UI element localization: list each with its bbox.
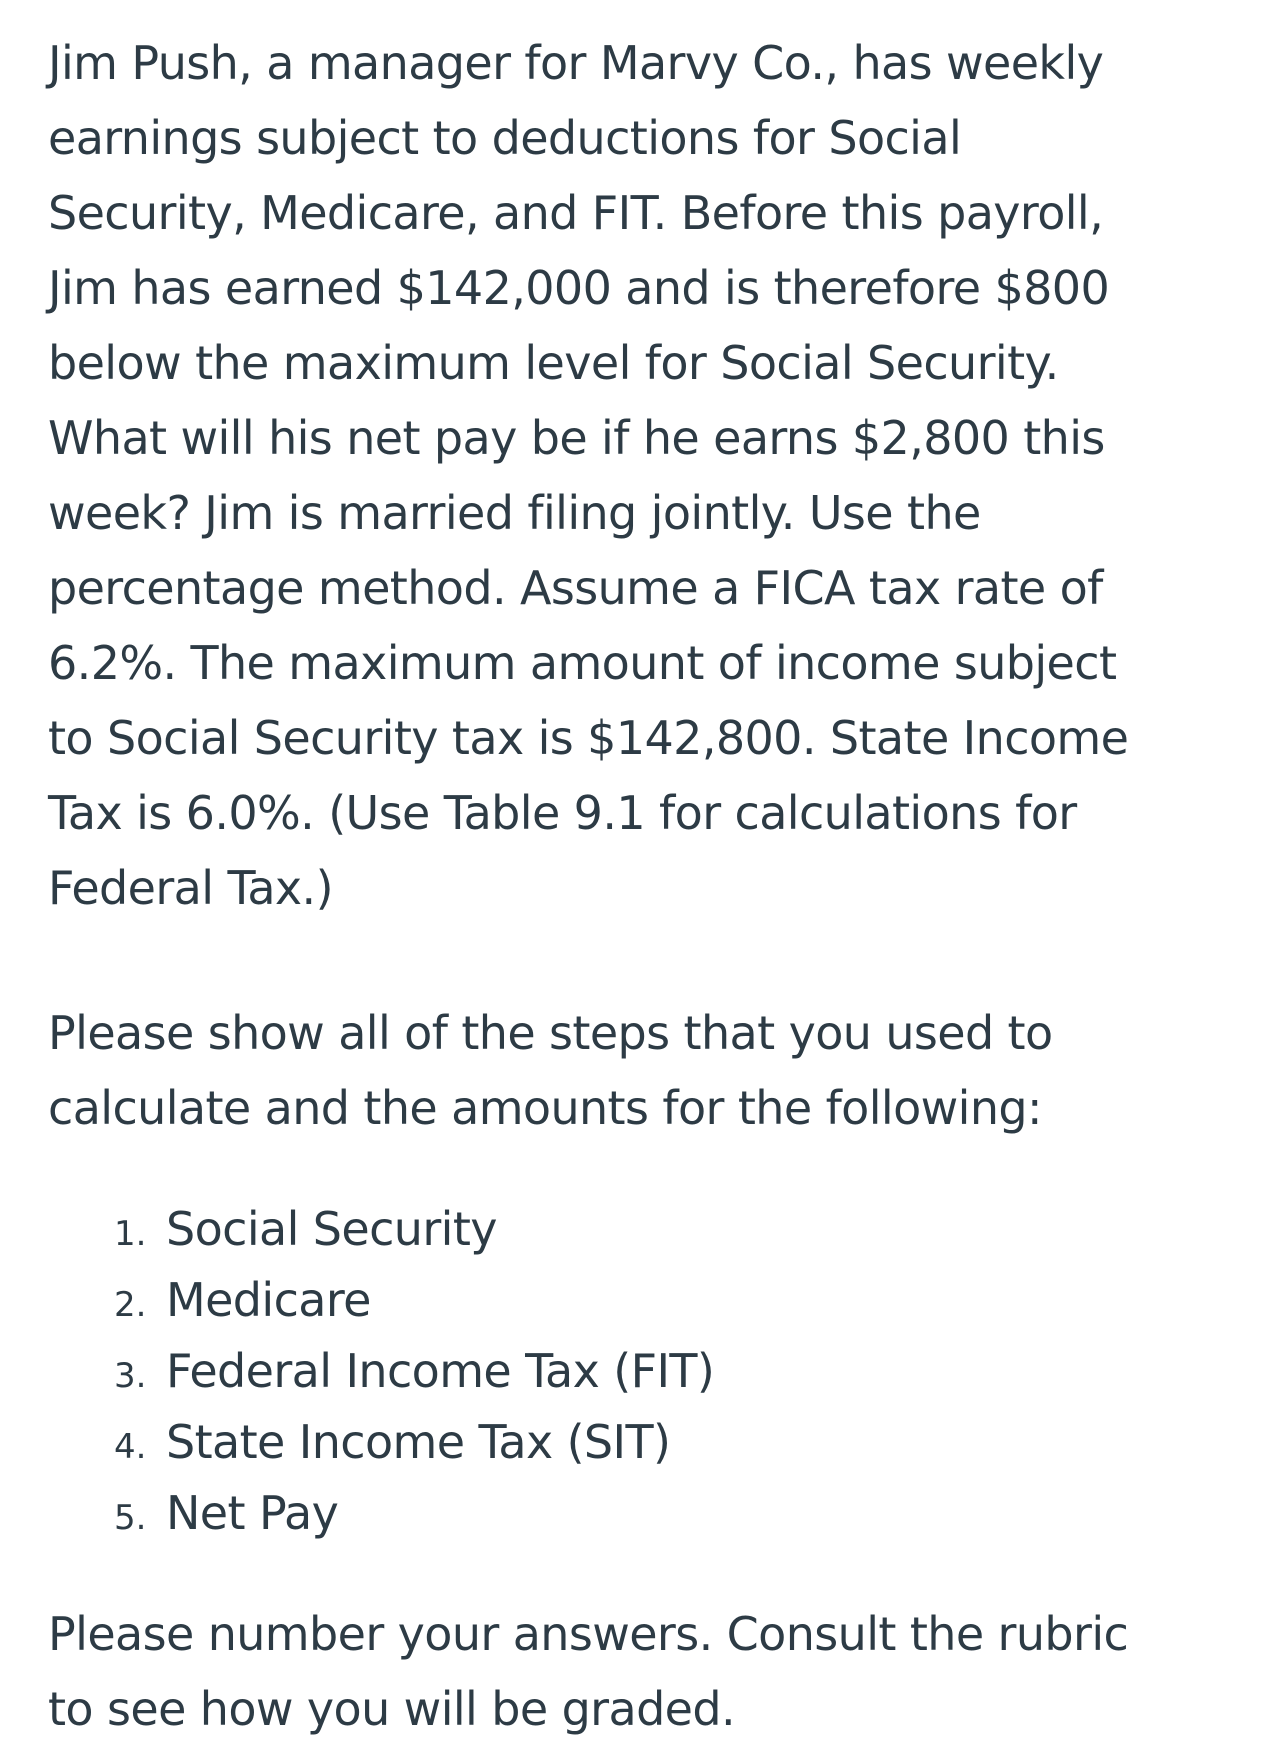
list-item-number: 2. — [114, 1285, 147, 1325]
list-item — [114, 1478, 1248, 1549]
list-item-number: 4. — [114, 1427, 147, 1467]
list-item — [114, 1194, 1248, 1265]
list-item-number: 1. — [114, 1214, 147, 1254]
footer-paragraph: Please number your answers. Consult the rubric to see how you will be graded. — [48, 1607, 1129, 1736]
list-item-label: State Income Tax (SIT) — [166, 1415, 671, 1469]
list-item-label: Social Security — [166, 1202, 497, 1256]
list-item-label: Federal Income Tax (FIT) — [166, 1344, 715, 1398]
list-item-number: 5. — [114, 1498, 147, 1538]
problem-paragraph: Jim Push, a manager for Marvy Co., has weekly earnings subject to deductions for Social Security, Medicare, and FIT. Before this payroll, Jim has earned $142,000 and is therefore $800 below the maximum level for Social Security. What will his net pay be if he earns $2,800 this week? Jim is married filing jointly. Use the percentage method. Assume a FICA tax rate of 6.2%. The maximum amount of income subject to Social Security tax is $142,800. State Income Tax is 6.0%. (Use Table 9.1 for calculations for Federal Tax.) — [48, 36, 1129, 915]
list-item-number: 3. — [114, 1356, 147, 1396]
list-item — [114, 1336, 1248, 1407]
list-item — [114, 1265, 1248, 1336]
list-item — [114, 1407, 1248, 1478]
question-content — [48, 26, 1248, 1747]
instructions-paragraph: Please show all of the steps that you used to calculate and the amounts for the following: — [48, 1006, 1053, 1135]
list-item-label: Net Pay — [166, 1486, 339, 1540]
required-items-list — [48, 1194, 1248, 1549]
list-item-label: Medicare — [166, 1273, 371, 1327]
